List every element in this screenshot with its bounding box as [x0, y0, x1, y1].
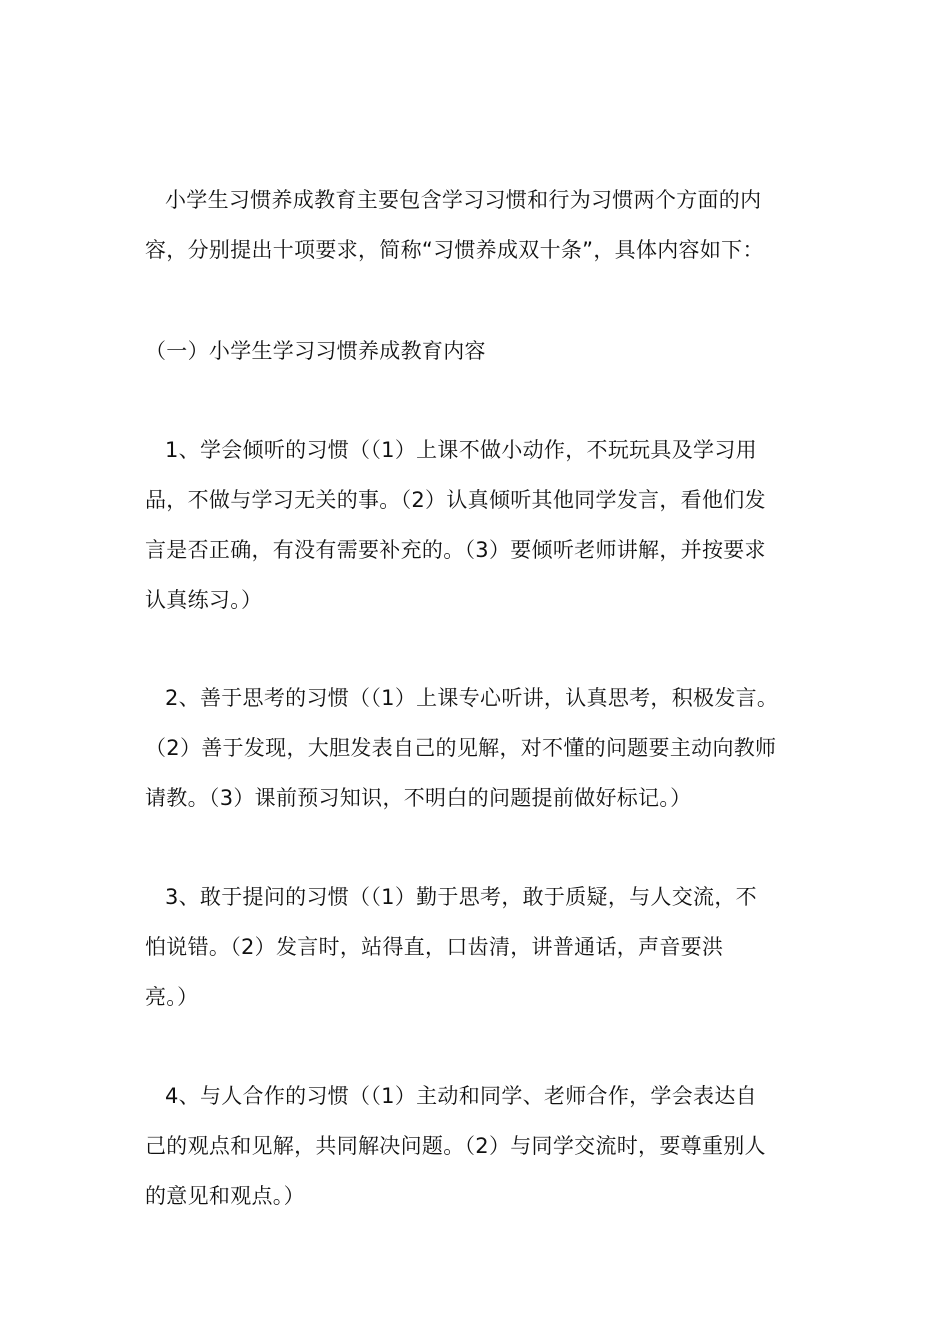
item-4-line-2: 己的观点和见解，共同解决问题。（2）与同学交流时，要尊重别人 [145, 1134, 766, 1158]
section-heading: （一）小学生学习习惯养成教育内容 [145, 339, 486, 363]
item-1-line-3: 言是否正确，有没有需要补充的。（3）要倾听老师讲解，并按要求 [145, 538, 766, 562]
item-2-line-2: （2）善于发现，大胆发表自己的见解，对不懂的问题要主动向教师 [145, 736, 777, 760]
item-1-line-2: 品，不做与学习无关的事。（2）认真倾听其他同学发言，看他们发 [145, 488, 766, 512]
item-2-line-3: 请教。（3）课前预习知识，不明白的问题提前做好标记。） [145, 786, 692, 810]
item-1-line-4: 认真练习。） [145, 588, 263, 612]
intro-line-2: 容，分别提出十项要求，简称“习惯养成双十条”，具体内容如下： [145, 238, 764, 262]
item-4-line-3: 的意见和观点。） [145, 1184, 305, 1208]
item-1-line-1: 1、学会倾听的习惯（（1）上课不做小动作，不玩玩具及学习用 [165, 438, 757, 462]
item-3-line-2: 怕说错。（2）发言时，站得直，口齿清，讲普通话，声音要洪 [145, 935, 724, 959]
intro-line-1: 小学生习惯养成教育主要包含学习习惯和行为习惯两个方面的内 [165, 188, 762, 212]
item-3-line-3: 亮。） [145, 985, 199, 1009]
item-2-line-1: 2、善于思考的习惯（（1）上课专心听讲，认真思考，积极发言。 [165, 686, 779, 710]
item-4-line-1: 4、与人合作的习惯（（1）主动和同学、老师合作，学会表达自 [165, 1084, 757, 1108]
item-3-line-1: 3、敢于提问的习惯（（1）勤于思考，敢于质疑，与人交流，不 [165, 885, 757, 909]
